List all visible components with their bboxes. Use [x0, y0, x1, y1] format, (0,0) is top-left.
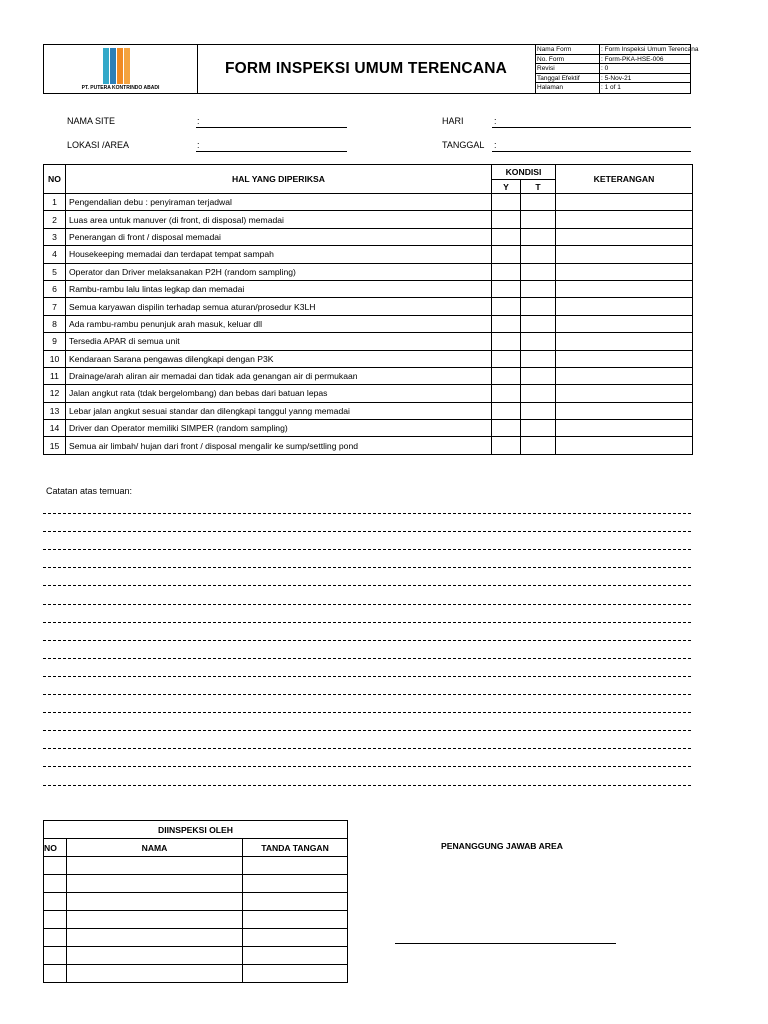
- row-keterangan-cell[interactable]: [556, 246, 693, 263]
- row-keterangan-cell[interactable]: [556, 228, 693, 245]
- inspector-row: [44, 893, 348, 911]
- note-line[interactable]: [43, 712, 691, 713]
- note-line[interactable]: [43, 604, 691, 605]
- table-row: [44, 315, 693, 332]
- row-kondisi-t-cell[interactable]: [521, 367, 556, 384]
- inspector-row: [44, 911, 348, 929]
- row-no: 8: [44, 315, 66, 332]
- note-line[interactable]: [43, 549, 691, 550]
- lokasi-area-field[interactable]: [196, 151, 347, 152]
- row-keterangan-cell[interactable]: [556, 385, 693, 402]
- table-row: [44, 402, 693, 419]
- inspector-row: [44, 929, 348, 947]
- note-line[interactable]: [43, 567, 691, 568]
- table-row: [44, 437, 693, 454]
- inspector-no-cell[interactable]: [44, 965, 67, 983]
- note-line[interactable]: [43, 531, 691, 532]
- note-line[interactable]: [43, 766, 691, 767]
- meta-row: [535, 64, 690, 74]
- colon: :: [494, 140, 497, 150]
- row-kondisi-y-cell[interactable]: [492, 350, 521, 367]
- row-no: 11: [44, 367, 66, 384]
- note-line[interactable]: [43, 513, 691, 514]
- meta-value: : 0: [601, 65, 609, 73]
- table-row: [44, 194, 693, 211]
- table-row: [44, 350, 693, 367]
- inspection-table: [43, 164, 693, 455]
- row-kondisi-t-cell[interactable]: [521, 333, 556, 350]
- row-kondisi-y-cell[interactable]: [492, 194, 521, 211]
- meta-row: [535, 83, 690, 93]
- row-kondisi-y-cell[interactable]: [492, 367, 521, 384]
- meta-row: [535, 74, 690, 84]
- nama-site-label: NAMA SITE: [67, 116, 116, 126]
- table-row: [44, 280, 693, 297]
- company-name: PT. PUTERA KONTRINDO ABADI: [81, 85, 160, 91]
- inspector-no-cell[interactable]: [44, 947, 67, 965]
- header-item: HAL YANG DIPERIKSA: [66, 165, 492, 194]
- row-item: Semua karyawan dispilin terhadap semua aturan/prosedur K3LH: [66, 298, 492, 315]
- row-item: Luas area untuk manuver (di front, di disposal) memadai: [66, 211, 492, 228]
- row-no: 6: [44, 280, 66, 297]
- inspector-name-cell[interactable]: [67, 911, 243, 929]
- meta-key: No. Form: [537, 55, 565, 63]
- row-kondisi-y-cell[interactable]: [492, 263, 521, 280]
- inspector-signature-cell[interactable]: [243, 911, 348, 929]
- row-no: 12: [44, 385, 66, 402]
- row-item: Drainage/arah aliran air memadai dan tidak ada genangan air di permukaan: [66, 367, 492, 384]
- row-keterangan-cell[interactable]: [556, 420, 693, 437]
- row-kondisi-y-cell[interactable]: [492, 437, 521, 454]
- row-kondisi-y-cell[interactable]: [492, 402, 521, 419]
- row-item: Ada rambu-rambu penunjuk arah masuk, keluar dll: [66, 315, 492, 332]
- notes-label: Catatan atas temuan:: [46, 486, 133, 496]
- row-keterangan-cell[interactable]: [556, 333, 693, 350]
- table-row: [44, 211, 693, 228]
- logo-cell: [44, 45, 198, 93]
- note-line[interactable]: [43, 785, 691, 786]
- inspector-table: [43, 820, 348, 983]
- row-no: 15: [44, 437, 66, 454]
- row-no: 2: [44, 211, 66, 228]
- row-item: Lebar jalan angkut sesuai standar dan dilengkapi tanggul yanng memadai: [66, 402, 492, 419]
- note-line[interactable]: [43, 694, 691, 695]
- meta-key: Tanggal Efektif: [537, 74, 580, 82]
- row-kondisi-y-cell[interactable]: [492, 280, 521, 297]
- inspector-name-cell[interactable]: [67, 929, 243, 947]
- meta-row: [535, 45, 699, 55]
- row-kondisi-t-cell[interactable]: [521, 298, 556, 315]
- colon: :: [494, 116, 497, 126]
- row-kondisi-y-cell[interactable]: [492, 228, 521, 245]
- form-title: FORM INSPEKSI UMUM TERENCANA: [224, 60, 508, 77]
- row-no: 10: [44, 350, 66, 367]
- row-kondisi-t-cell[interactable]: [521, 402, 556, 419]
- row-keterangan-cell[interactable]: [556, 402, 693, 419]
- note-line[interactable]: [43, 730, 691, 731]
- row-keterangan-cell[interactable]: [556, 437, 693, 454]
- inspector-no-cell[interactable]: [44, 857, 67, 875]
- header-t: T: [521, 180, 556, 194]
- header-y: Y: [492, 180, 521, 194]
- row-kondisi-y-cell[interactable]: [492, 385, 521, 402]
- inspector-row: [44, 947, 348, 965]
- inspector-name-cell[interactable]: [67, 965, 243, 983]
- row-kondisi-t-cell[interactable]: [521, 315, 556, 332]
- colon: :: [197, 116, 200, 126]
- row-kondisi-t-cell[interactable]: [521, 420, 556, 437]
- row-keterangan-cell[interactable]: [556, 280, 693, 297]
- row-item: Rambu-rambu lalu lintas legkap dan memadai: [66, 280, 492, 297]
- inspector-signature-cell[interactable]: [243, 893, 348, 911]
- inspector-signature-header: TANDA TANGAN: [243, 839, 348, 857]
- row-kondisi-t-cell[interactable]: [521, 350, 556, 367]
- row-keterangan-cell[interactable]: [556, 211, 693, 228]
- inspector-row: [44, 857, 348, 875]
- header-keterangan: KETERANGAN: [556, 165, 693, 194]
- inspector-no-cell[interactable]: [44, 911, 67, 929]
- inspector-no-cell[interactable]: [44, 875, 67, 893]
- inspector-row: [44, 875, 348, 893]
- meta-value: : Form-PKA-HSE-006: [601, 55, 664, 63]
- inspector-signature-cell[interactable]: [243, 929, 348, 947]
- row-kondisi-y-cell[interactable]: [492, 333, 521, 350]
- inspector-signature-cell[interactable]: [243, 875, 348, 893]
- row-item: Housekeeping memadai dan terdapat tempat sampah: [66, 246, 492, 263]
- row-no: 1: [44, 194, 66, 211]
- table-row: [44, 333, 693, 350]
- meta-key: Revisi: [537, 65, 555, 73]
- table-row: [44, 367, 693, 384]
- row-item: Driver dan Operator memiliki SIMPER (random sampling): [66, 420, 492, 437]
- row-kondisi-t-cell[interactable]: [521, 385, 556, 402]
- row-kondisi-t-cell[interactable]: [521, 246, 556, 263]
- row-no: 13: [44, 402, 66, 419]
- meta-key: Nama Form: [537, 46, 572, 53]
- table-row: [44, 420, 693, 437]
- meta-value: : 5-Nov-21: [601, 74, 632, 82]
- company-logo-icon: [103, 48, 137, 84]
- header-kondisi: KONDISI: [492, 165, 556, 180]
- row-item: Tersedia APAR di semua unit: [66, 333, 492, 350]
- inspector-name-cell[interactable]: [67, 875, 243, 893]
- lokasi-area-label: LOKASI /AREA: [67, 140, 130, 150]
- table-row: [44, 246, 693, 263]
- row-no: 9: [44, 333, 66, 350]
- tanggal-label: TANGGAL: [442, 140, 485, 150]
- row-kondisi-t-cell[interactable]: [521, 280, 556, 297]
- row-kondisi-t-cell[interactable]: [521, 194, 556, 211]
- row-kondisi-t-cell[interactable]: [521, 228, 556, 245]
- table-row: [44, 263, 693, 280]
- meta-value: : 1 of 1: [601, 84, 621, 92]
- meta-key: Halaman: [537, 84, 564, 92]
- inspector-no-cell[interactable]: [44, 929, 67, 947]
- row-item: Pengendalian debu : penyiraman terjadwal: [66, 194, 492, 211]
- row-kondisi-y-cell[interactable]: [492, 315, 521, 332]
- title-cell: [197, 45, 536, 93]
- table-row: [44, 385, 693, 402]
- inspector-name-header: NAMA: [67, 839, 243, 857]
- row-no: 3: [44, 228, 66, 245]
- inspector-signature-cell[interactable]: [243, 857, 348, 875]
- row-keterangan-cell[interactable]: [556, 298, 693, 315]
- nama-site-field[interactable]: [196, 127, 347, 128]
- inspector-no-cell[interactable]: [44, 893, 67, 911]
- note-line[interactable]: [43, 676, 691, 677]
- row-no: 14: [44, 420, 66, 437]
- meta-row: [535, 55, 690, 65]
- hari-field[interactable]: [492, 127, 691, 128]
- row-kondisi-y-cell[interactable]: [492, 298, 521, 315]
- row-kondisi-y-cell[interactable]: [492, 420, 521, 437]
- colon: :: [197, 140, 200, 150]
- table-row: [44, 298, 693, 315]
- inspector-title: DIINSPEKSI OLEH: [44, 821, 348, 839]
- note-line[interactable]: [43, 640, 691, 641]
- inspector-name-cell[interactable]: [67, 947, 243, 965]
- inspector-signature-cell[interactable]: [243, 947, 348, 965]
- row-kondisi-y-cell[interactable]: [492, 246, 521, 263]
- row-keterangan-cell[interactable]: [556, 194, 693, 211]
- form-meta: [535, 45, 699, 93]
- row-keterangan-cell[interactable]: [556, 367, 693, 384]
- row-no: 5: [44, 263, 66, 280]
- meta-value: : Form Inspeksi Umum Terencana: [601, 46, 699, 53]
- inspector-signature-cell[interactable]: [243, 965, 348, 983]
- note-line[interactable]: [43, 585, 691, 586]
- responsible-label: PENANGGUNG JAWAB AREA: [441, 841, 563, 851]
- row-kondisi-t-cell[interactable]: [521, 211, 556, 228]
- hari-label: HARI: [442, 116, 464, 126]
- table-row: [44, 228, 693, 245]
- inspector-row: [44, 965, 348, 983]
- row-item: Penerangan di front / disposal memadai: [66, 228, 492, 245]
- note-line[interactable]: [43, 622, 691, 623]
- row-keterangan-cell[interactable]: [556, 315, 693, 332]
- header-no: NO: [44, 165, 66, 194]
- row-item: Operator dan Driver melaksanakan P2H (random sampling): [66, 263, 492, 280]
- note-line[interactable]: [43, 658, 691, 659]
- row-item: Semua air limbah/ hujan dari front / disposal mengalir ke sump/settling pond: [66, 437, 492, 454]
- note-line[interactable]: [43, 748, 691, 749]
- row-keterangan-cell[interactable]: [556, 263, 693, 280]
- row-no: 7: [44, 298, 66, 315]
- inspector-name-cell[interactable]: [67, 857, 243, 875]
- responsible-signature-line[interactable]: [395, 943, 616, 944]
- row-no: 4: [44, 246, 66, 263]
- row-kondisi-t-cell[interactable]: [521, 263, 556, 280]
- row-item: Kendaraan Sarana pengawas dilengkapi dengan P3K: [66, 350, 492, 367]
- row-keterangan-cell[interactable]: [556, 350, 693, 367]
- row-kondisi-t-cell[interactable]: [521, 437, 556, 454]
- form-header: [43, 44, 699, 94]
- tanggal-field[interactable]: [492, 151, 691, 152]
- inspector-name-cell[interactable]: [67, 893, 243, 911]
- inspector-no-header: NO: [44, 839, 67, 857]
- row-item: Jalan angkut rata (tdak bergelombang) dan bebas dari batuan lepas: [66, 385, 492, 402]
- row-kondisi-y-cell[interactable]: [492, 211, 521, 228]
